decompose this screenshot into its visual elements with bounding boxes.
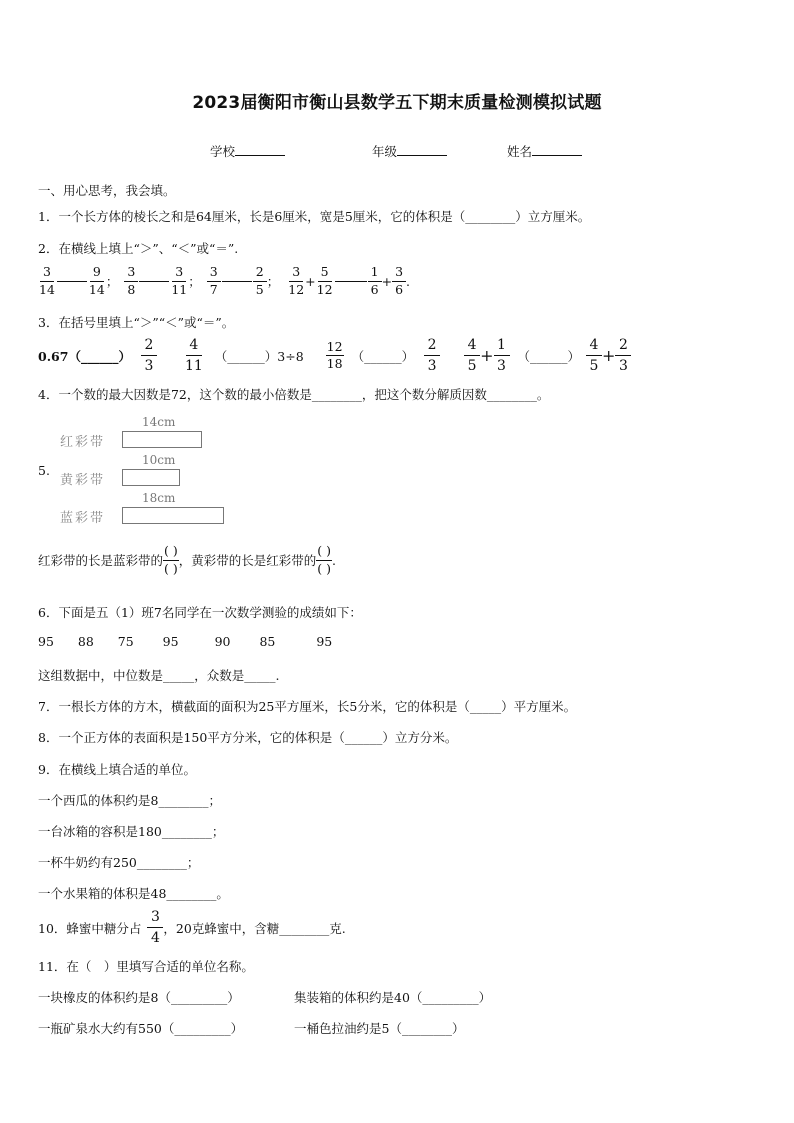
question-11-c: 一瓶矿泉水大约有550（_________） (38, 1021, 244, 1036)
fraction: $\frac{3}{4}$ (147, 910, 163, 945)
fraction: $\frac{3}{14}$ (39, 264, 55, 297)
question-11-stem: 11．在（ ）里填写合适的单位名称。 (38, 959, 254, 974)
grade-field[interactable]: 年级 (372, 142, 447, 160)
tape-label-red: 红彩带 (60, 435, 106, 450)
section-heading: 一、用心思考，我会填。 (38, 183, 176, 198)
tape-label-yellow: 黄彩带 (60, 473, 106, 488)
fraction: $\frac{3}{8}$ (124, 266, 138, 296)
tape-label-blue: 蓝彩带 (60, 511, 106, 526)
fraction: $\frac{1}{6}$ (368, 266, 382, 296)
question-5-text: 红彩带的长是蓝彩带的 $\frac{( )}{( )}$ ，黄彩带的长是红彩带的 $\frac{( )}{( )}$ . (38, 543, 336, 576)
question-1: 1．一个长方体的棱长之和是64厘米，长是6厘米，宽是5厘米，它的体积是（________）立方厘米。 (38, 209, 591, 224)
question-5-number: 5. (38, 463, 50, 478)
question-9-line: 一个水果箱的体积是48________。 (38, 886, 229, 901)
question-4: 4．一个数的最大因数是72，这个数的最小倍数是________，把这个数分解质因数________。 (38, 387, 550, 402)
fraction: $\frac{12}{18}$ (326, 338, 343, 371)
question-6-ask: 这组数据中，中位数是_____，众数是_____. (38, 668, 280, 683)
question-2-fractions: $\frac{3}{14}$ $\frac{9}{14}$ ； $\frac{3}{8}$ $\frac{3}{11}$ ； $\frac{3}{7}$ $\frac{2}{5}$ ； $\frac{3}{12}$ + $\frac{5}{12}$ $\frac{1}{6}$ + $\frac{3}{6}$ . (39, 264, 411, 297)
question-9-line: 一个西瓜的体积约是8________； (38, 793, 221, 808)
fraction: $\frac{2}{3}$ (424, 338, 440, 373)
question-10: 10．蜂蜜中糖分占 $\frac{3}{4}$ ，20克蜂蜜中，含糖________克. (38, 909, 346, 946)
fraction: $\frac{4}{5}$ (586, 338, 602, 373)
fraction: $\frac{4}{11}$ (184, 337, 203, 374)
answer-fraction[interactable]: $\frac{( )}{( )}$ (164, 543, 178, 576)
fraction: $\frac{2}{3}$ (615, 338, 631, 373)
fraction: $\frac{3}{12}$ (288, 264, 305, 297)
fraction: $\frac{1}{3}$ (494, 338, 510, 373)
fraction: $\frac{4}{5}$ (464, 338, 480, 373)
answer-line[interactable] (57, 281, 87, 282)
question-9-stem: 9．在横线上填合适的单位。 (38, 762, 196, 777)
page-title: 2023届衡阳市衡山县数学五下期末质量检测模拟试题 (192, 93, 602, 113)
tape-yellow-bar (122, 469, 180, 486)
question-2-stem: 2．在横线上填上“＞”、“＜”或“＝”. (38, 241, 239, 256)
answer-line[interactable] (335, 281, 367, 282)
fraction: $\frac{3}{7}$ (207, 266, 221, 296)
tape-blue-bar (122, 507, 224, 524)
fraction: $\frac{5}{12}$ (316, 264, 333, 297)
question-7: 7．一根长方体的方木，横截面的面积为25平方厘米，长5分米，它的体积是（_____）平方厘米。 (38, 699, 577, 714)
tape-length-blue: 18cm (142, 491, 176, 505)
name-field[interactable]: 姓名 (507, 142, 582, 160)
tape-length-yellow: 10cm (142, 453, 176, 467)
question-8: 8．一个正方体的表面积是150平方分米，它的体积是（______）立方分米。 (38, 730, 458, 745)
scores-row: 95 88 75 95 90 85 95 (38, 634, 333, 649)
tape-length-red: 14cm (142, 415, 176, 429)
question-6-stem: 6．下面是五（1）班7名同学在一次数学测验的成绩如下： (38, 605, 362, 620)
school-field[interactable]: 学校 (210, 142, 285, 160)
question-3-items: 0.67（______） $\frac{2}{3}$ $\frac{4}{11}$ （______）3÷8 $\frac{12}{18}$ （______） $\frac{2}{3}$ $\frac{4}{5}$ + $\frac{1}{3}$ （______） $\frac{4}{5}$ + $\frac{2}{3}$ (38, 338, 631, 373)
answer-line[interactable] (222, 281, 252, 282)
question-11-b: 集装箱的体积约是40（_________） (294, 990, 492, 1005)
question-3-stem: 3．在括号里填上“＞”“＜”或“＝”。 (38, 315, 235, 330)
question-9-line: 一杯牛奶约有250________； (38, 855, 200, 870)
answer-line[interactable] (139, 281, 169, 282)
fraction: $\frac{2}{3}$ (141, 338, 157, 373)
answer-fraction[interactable]: $\frac{( )}{( )}$ (317, 543, 331, 576)
question-11-d: 一桶色拉油约是5（________） (294, 1021, 465, 1036)
question-11-a: 一块橡皮的体积约是8（_________） (38, 990, 240, 1005)
fraction: $\frac{3}{6}$ (392, 266, 406, 296)
fraction: $\frac{2}{5}$ (253, 266, 267, 296)
tape-red-bar (122, 431, 202, 448)
fraction: $\frac{9}{14}$ (88, 264, 105, 297)
question-9-line: 一台冰箱的容积是180________； (38, 824, 225, 839)
fraction: $\frac{3}{11}$ (171, 264, 188, 297)
